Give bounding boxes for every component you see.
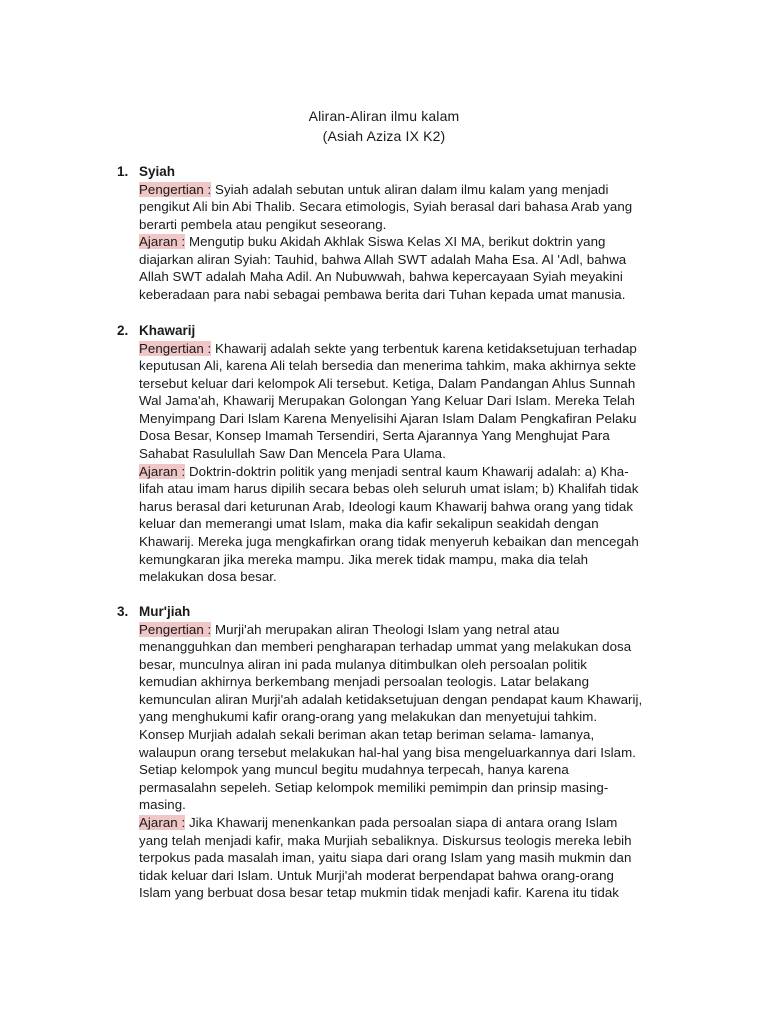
text-line [139, 198, 679, 216]
highlighted-label: Ajaran : [139, 815, 186, 831]
line-text: Mengutip buku Akidah Akhlak Siswa Kelas XI MA, berikut doktrin yang [185, 234, 606, 250]
text-line [139, 744, 679, 762]
text-line [139, 849, 679, 867]
section-heading: Mur'jiah [139, 604, 191, 619]
text-line [139, 445, 679, 463]
line-text: walaupun orang tersebut melakukan hal-hal yang bisa mengeluarkannya dari Islam. [139, 744, 636, 760]
text-line [139, 656, 679, 674]
text-line [139, 357, 679, 375]
list-number: 2. [117, 323, 129, 338]
text-line [139, 673, 679, 691]
text-line [139, 551, 679, 569]
list-number: 1. [117, 164, 129, 179]
section-body [139, 340, 679, 586]
text-line [139, 708, 679, 726]
line-text: kemudian akhirnya berkembang menjadi persoalan teologis. Latar belakang [139, 674, 590, 690]
text-line [139, 867, 679, 885]
text-line [139, 568, 679, 586]
line-text: keluar dan memerangi umat Islam, maka dia kafir sekalipun seakidah dengan [139, 516, 599, 532]
line-text: yang menghukumi kafir orang-orang yang melakukan dan menyetujui tahkim. [139, 709, 598, 725]
text-line [139, 375, 679, 393]
line-text: Wal Jama'ah, Khawarij Merupakan Golongan Yang Keluar Dari Islam. Mereka Telah [139, 393, 635, 409]
text-line [139, 463, 679, 481]
text-line [139, 761, 679, 779]
line-text: melakukan dosa besar. [139, 569, 277, 585]
document-title: Aliran-Aliran ilmu kalam [308, 108, 460, 124]
line-text: yang telah menjadi kafir, maka Murjiah sebaliknya. Diskursus teologis mereka lebih [139, 832, 632, 848]
line-text: besar, munculnya aliran ini pada mulanya ditimbulkan oleh persoalan politik [139, 656, 587, 672]
text-line [139, 779, 679, 797]
text-line [139, 286, 679, 304]
line-text: harus berasal dari keturunan Arab, Ideologi kaum Khawarij bahwa orang yang tidak [139, 498, 634, 514]
line-text: kemunculan aliran Murji'ah adalah ketidaksetujuan dengan pendapat kaum Khawarij, [139, 691, 643, 707]
text-line [139, 498, 679, 516]
title-block [0, 106, 768, 146]
section-body [139, 181, 679, 304]
line-text: Khawarij adalah sekte yang terbentuk karena ketidaksetujuan terhadap [211, 340, 637, 356]
text-line [139, 884, 679, 902]
text-line [139, 814, 679, 832]
line-text: tidak keluar dari Islam. Untuk Murji'ah moderat berpendapat bahwa orang-orang [139, 867, 614, 883]
line-text: terpokus pada masalah iman, yaitu siapa dari orang Islam yang masih mukmin dan [139, 850, 632, 866]
line-text: Doktrin-doktrin politik yang menjadi sentral kaum Khawarij adalah: a) Kha- [185, 463, 629, 479]
highlighted-label: Pengertian : [139, 181, 212, 197]
text-line [139, 691, 679, 709]
line-text: Allah SWT adalah Maha Adil. An Nubuwwah, bahwa kepercayaan Syiah meyakini [139, 269, 623, 285]
line-text: Setiap kelompok yang muncul begitu mudahnya terpecah, hanya karena [139, 762, 569, 778]
highlighted-label: Ajaran : [139, 463, 186, 479]
highlighted-label: Pengertian : [139, 621, 212, 637]
text-line [139, 216, 679, 234]
text-line [139, 181, 679, 199]
text-line [139, 480, 679, 498]
text-line [139, 515, 679, 533]
text-line [139, 533, 679, 551]
line-text: Sahabat Rasulullah Saw Dan Mencela Para Ulama. [139, 446, 446, 462]
text-line [139, 340, 679, 358]
line-text: menangguhkan dan memberi pengharapan terhadap ummat yang melakukan dosa [139, 639, 632, 655]
text-line [139, 268, 679, 286]
list-number: 3. [117, 604, 129, 619]
line-text: Syiah adalah sebutan untuk aliran dalam ilmu kalam yang menjadi [211, 181, 609, 197]
section-heading: Syiah [139, 164, 176, 179]
document-subtitle: (Asiah Aziza IX K2) [322, 128, 446, 144]
line-text: Islam yang berbuat dosa besar tetap mukmin tidak menjadi kafir. Karena itu tidak [139, 885, 619, 901]
line-text: masing. [139, 797, 186, 813]
line-text: Khawarij. Mereka juga mengkafirkan orang tidak menyeruh kebaikan dan mencegah [139, 534, 639, 550]
highlighted-label: Pengertian : [139, 340, 212, 356]
section-heading: Khawarij [139, 323, 196, 338]
line-text: Konsep Murjiah adalah sekali beriman akan tetap beriman selama- lamanya, [139, 727, 595, 743]
text-line [139, 233, 679, 251]
highlighted-label: Ajaran : [139, 234, 186, 250]
line-text: Dosa Besar, Konsep Imamah Tersendiri, Serta Ajarannya Yang Menghujat Para [139, 428, 610, 444]
text-line [139, 621, 679, 639]
line-text: Menyimpang Dari Islam Karena Menyelisihi Ajaran Islam Dalam Pengkafiran Pelaku [139, 410, 637, 426]
text-line [139, 251, 679, 269]
text-line [139, 427, 679, 445]
text-line [139, 392, 679, 410]
line-text: lifah atau imam harus dipilih secara bebas oleh seluruh umat islam; b) Khalifah tidak [139, 481, 639, 497]
text-line [139, 796, 679, 814]
line-text: berarti pembela atau pengikut seseorang. [139, 216, 387, 232]
line-text: permasalahn sepeleh. Setiap kelompok memiliki pemimpin dan prinsip masing- [139, 779, 609, 795]
line-text: diajarkan aliran Syiah: Tauhid, bahwa Allah SWT adalah Maha Esa. Al 'Adl, bahwa [139, 251, 627, 267]
section-body [139, 621, 679, 903]
line-text: tersebut keluar dari kelompok Ali tersebut. Ketiga, Dalam Pandangan Ahlus Sunnah [139, 375, 636, 391]
line-text: keputusan Ali, karena Ali telah bersedia dan menerima tahkim, maka akhirnya sekte [139, 358, 637, 374]
line-text: Jika Khawarij menenkankan pada persoalan siapa di antara orang Islam [185, 815, 618, 831]
line-text: keberadaan para nabi sebagai pembawa berita dari Tuhan kepada umat manusia. [139, 287, 626, 303]
text-line [139, 832, 679, 850]
text-line [139, 410, 679, 428]
text-line [139, 726, 679, 744]
line-text: kemungkaran jika mereka mampu. Jika merek tidak mampu, maka dia telah [139, 551, 589, 567]
line-text: Murji'ah merupakan aliran Theologi Islam yang netral atau [211, 621, 560, 637]
text-line [139, 638, 679, 656]
line-text: pengikut Ali bin Abi Thalib. Secara etimologis, Syiah berasal dari bahasa Arab yang [139, 199, 633, 215]
